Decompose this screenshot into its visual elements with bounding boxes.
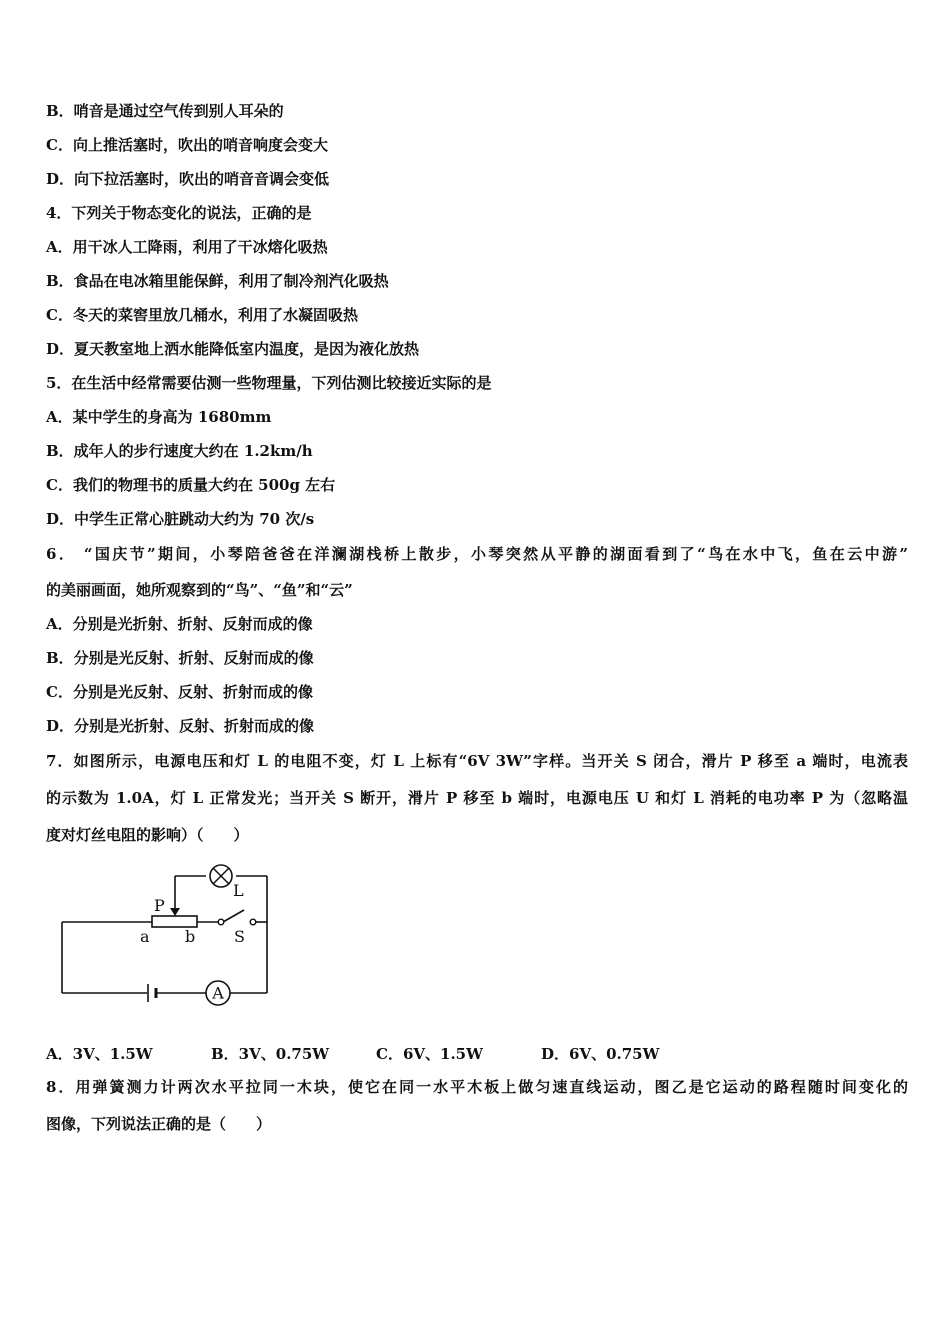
option-4b: B．食品在电冰箱里能保鲜，利用了制冷剂汽化吸热 [46,272,389,290]
ammeter-label: A [212,983,224,1003]
slider-arrow [170,908,180,916]
option-6c: C．分别是光反射、反射、折射而成的像 [46,683,313,701]
option-5c: C．我们的物理书的质量大约在 500g 左右 [46,476,336,494]
option-3b: B．哨音是通过空气传到别人耳朵的 [46,102,284,120]
option-3d: D．向下拉活塞时，吹出的哨音音调会变低 [46,170,330,188]
question-8-line-1: 8．用弹簧测力计两次水平拉同一木块，使它在同一水平木板上做匀速直线运动，图乙是它运动的路程随时间变化的 [46,1078,908,1096]
option-4a: A．用干冰人工降雨，利用了干冰熔化吸热 [46,238,328,256]
option-7a: A．3V、1.5W [46,1045,153,1063]
end-b-label: b [185,927,196,946]
option-7d: D．6V、0.75W [541,1045,660,1063]
option-5b: B．成年人的步行速度大约在 1.2km/h [46,442,313,460]
lamp-label: L [233,881,244,900]
question-6-line-1: 6． “国庆节”期间，小琴陪爸爸在洋澜湖栈桥上散步，小琴突然从平静的湖面看到了“鸟在水中飞，鱼在云中游” [46,545,908,563]
question-6-line-2: 的美丽画面，她所观察到的“鸟”、“鱼”和“云” [46,581,353,599]
option-4d: D．夏天教室地上洒水能降低室内温度，是因为液化放热 [46,340,420,358]
question-8-line-2: 图像，下列说法正确的是（ ） [46,1115,272,1133]
switch-label: S [234,927,245,946]
question-7-options [46,1043,766,1064]
question-7-line-1: 7．如图所示，电源电压和灯 L 的电阻不变，灯 L 上标有“6V 3W”字样。当开关 S 闭合，滑片 P 移至 a 端时，电流表 [46,752,908,770]
switch-contact-left [218,919,224,925]
battery-symbol [148,984,156,1002]
rheostat-symbol [152,916,197,927]
option-6b: B．分别是光反射、折射、反射而成的像 [46,649,314,667]
option-6d: D．分别是光折射、反射、折射而成的像 [46,717,315,735]
question-7-line-3: 度对灯丝电阻的影响）（ ） [46,826,249,844]
option-7c: C．6V、1.5W [376,1045,483,1063]
option-5d: D．中学生正常心脏跳动大约为 70 次/s [46,510,315,528]
end-a-label: a [140,927,150,946]
option-5a: A．某中学生的身高为 1680mm [46,408,272,426]
question-5: 5．在生活中经常需要估测一些物理量，下列估测比较接近实际的是 [46,374,492,392]
circuit-diagram [55,858,280,1008]
option-7b: B．3V、0.75W [211,1045,330,1063]
option-4c: C．冬天的菜窖里放几桶水，利用了水凝固吸热 [46,306,358,324]
slider-label: P [154,896,165,915]
option-3c: C．向上推活塞时，吹出的哨音响度会变大 [46,136,328,154]
lamp-symbol [210,865,232,887]
switch-contact-right [250,919,256,925]
question-7-line-2: 的示数为 1.0A，灯 L 正常发光；当开关 S 断开，滑片 P 移至 b 端时，电源电压 U 和灯 L 消耗的电功率 P 为（忽略温 [46,789,908,807]
question-4: 4．下列关于物态变化的说法，正确的是 [46,204,312,222]
option-6a: A．分别是光折射、折射、反射而成的像 [46,615,313,633]
